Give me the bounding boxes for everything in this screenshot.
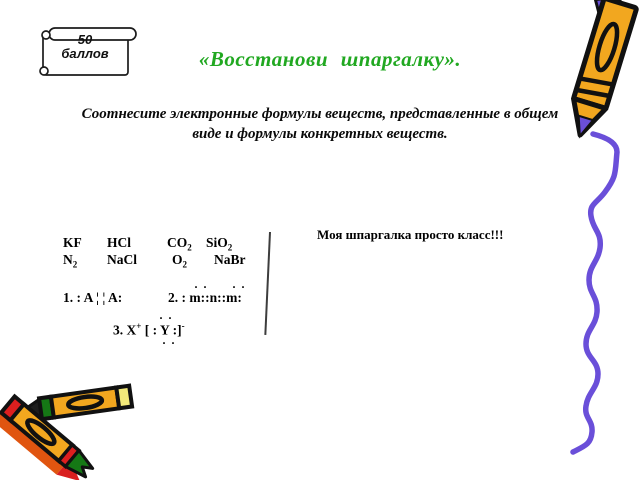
substance-formula: $O_2$: [172, 252, 188, 270]
electronic-formula-2: [168, 280, 247, 306]
electron-dots: · ·: [232, 280, 247, 294]
slide-title: «Восстанови шпаргалку».: [198, 47, 462, 71]
substance-formula: HCl: [107, 235, 132, 250]
points-badge-text: [42, 33, 128, 61]
minus-charge: -: [181, 321, 185, 331]
substance-formula: NaBr: [214, 252, 246, 267]
electronic-formula-3-text: 3. X: [113, 322, 137, 338]
task-instruction-line2: виде и формулы конкретных веществ.: [192, 126, 448, 142]
substance-formula: SiO$_2$: [206, 235, 233, 253]
substance-formula: $N_2$: [63, 252, 78, 270]
electron-dots: · ·: [162, 336, 177, 350]
substance-formula: KF: [63, 235, 82, 250]
electronic-formula-3: · · · · 3. X+ [ : Y :]-: [113, 311, 185, 350]
task-instruction-line1: Соотнесите электронные формулы веществ, представленные в общем: [81, 106, 559, 122]
divider-line: [264, 232, 271, 335]
cheat-sheet-note: Моя шпаргалка просто класс!!!: [317, 227, 504, 242]
electronic-formula-1: 1. : A ¦ ¦ A:: [63, 290, 123, 305]
electronic-formula-2-text: 2. : m::n::m:: [168, 290, 242, 305]
substance-formula: $CO_2$: [167, 235, 192, 253]
points-label: баллов: [61, 46, 109, 61]
electron-dots: · ·: [159, 311, 174, 325]
substance-formula: NaCl: [107, 252, 137, 267]
purple-squiggle-line: [573, 134, 617, 452]
crossed-crayons-icon: [0, 372, 150, 480]
points-value: 50: [77, 32, 93, 47]
electron-dots: · ·: [194, 280, 209, 294]
plus-charge: +: [136, 321, 142, 331]
crayon-icon: [505, 0, 640, 468]
